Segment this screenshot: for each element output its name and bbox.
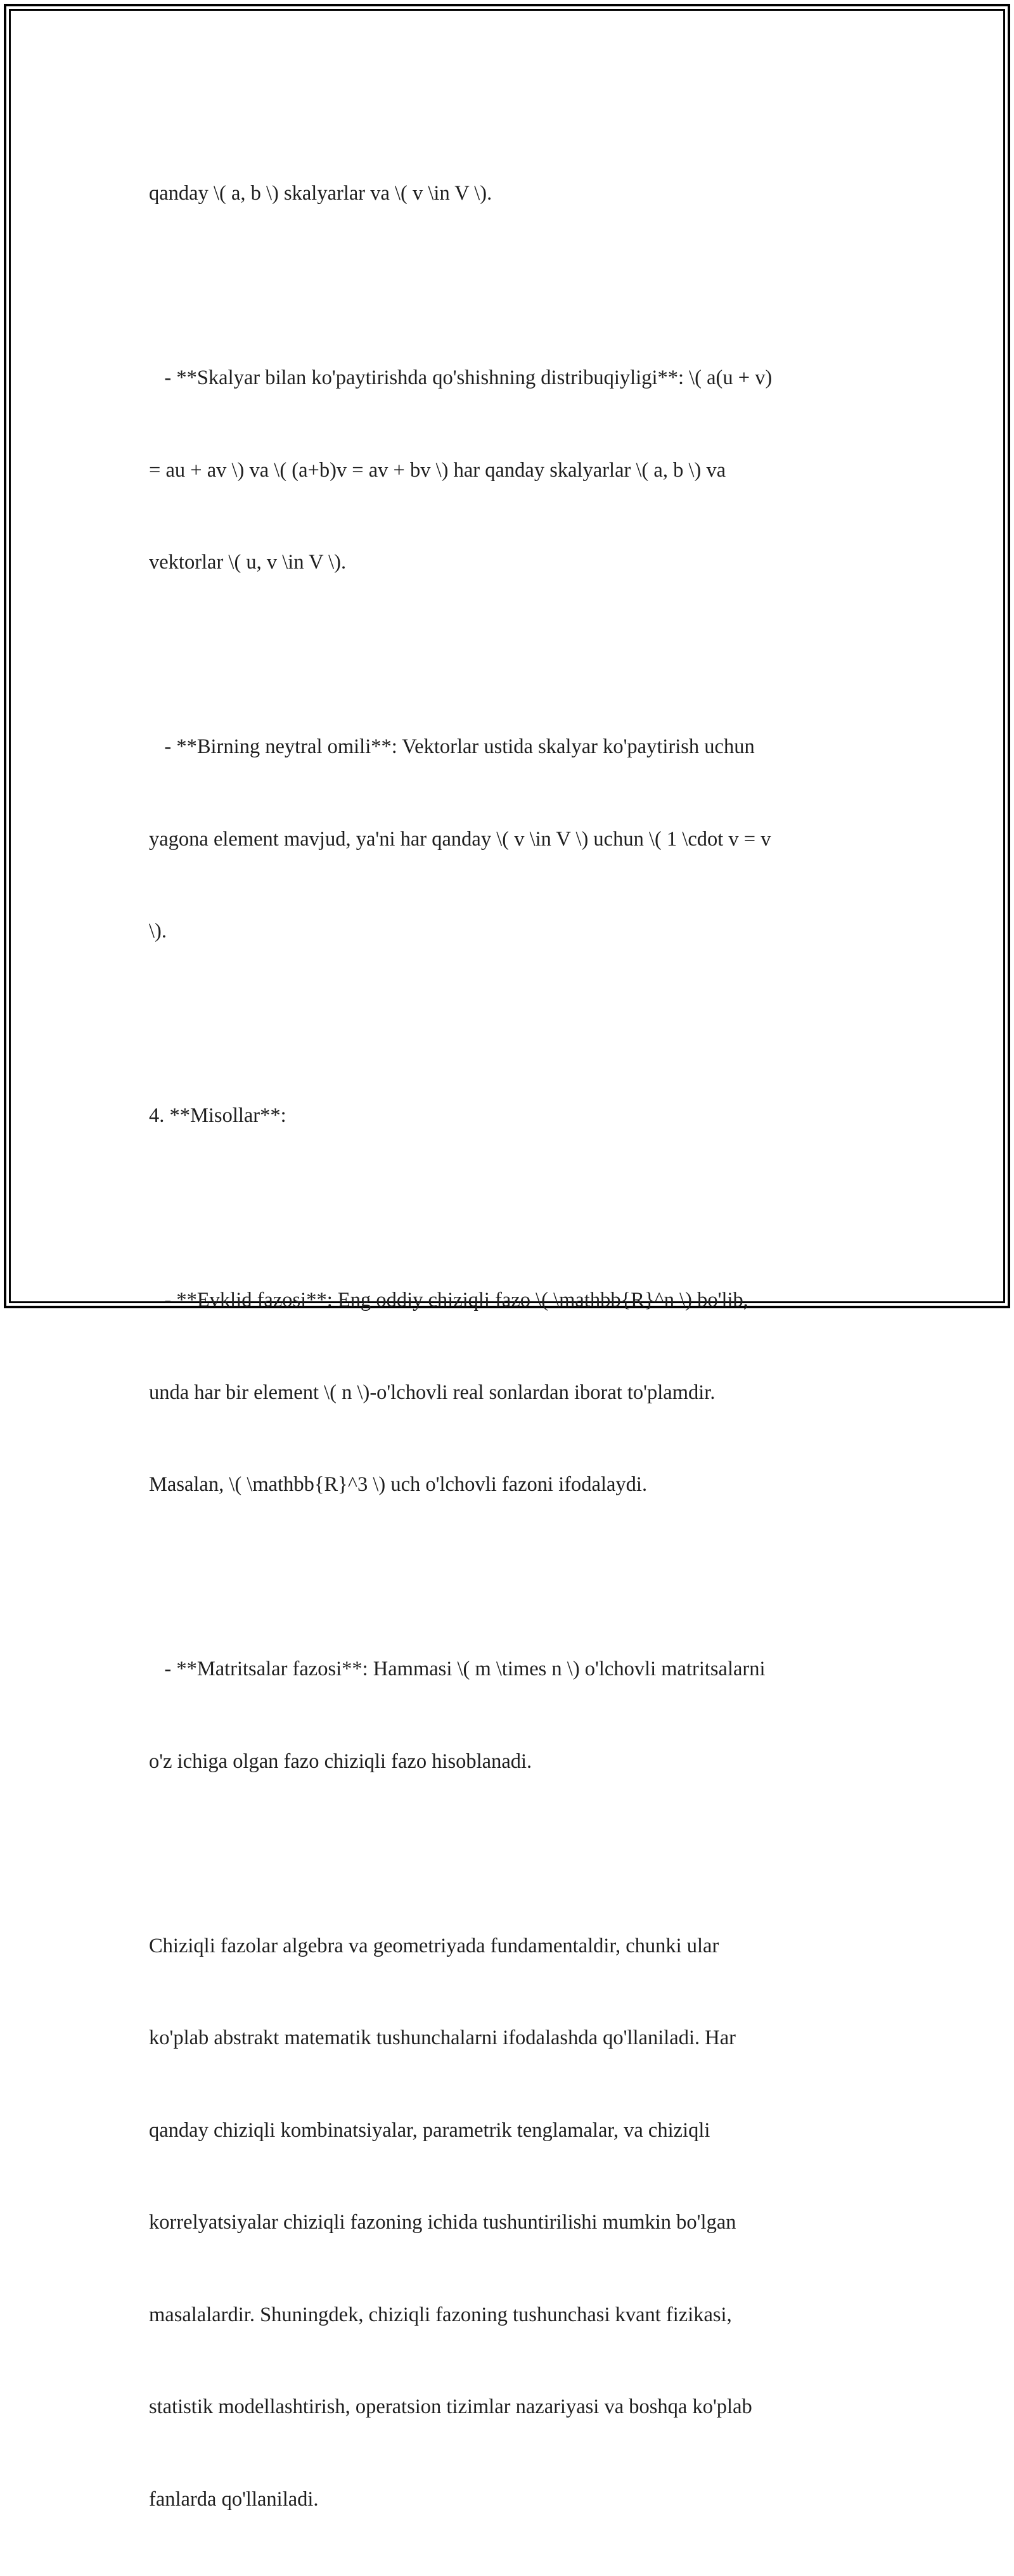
text-line: o'z ichiga olgan fazo chiziqli fazo hisoblanadi. (149, 1746, 868, 1777)
document-body (149, 117, 868, 2576)
text-line: = au + av \) va \( (a+b)v = av + bv \) har qanday skalyarlar \( a, b \) va (149, 455, 868, 486)
text-line: statistik modellashtirish, operatsion tizimlar nazariyasi va boshqa ko'plab (149, 2392, 868, 2423)
list-item-distributivity (149, 301, 868, 640)
list-item-matrix-space (149, 1592, 868, 1838)
text-line: \). (149, 916, 868, 947)
text-line: - **Birning neytral omili**: Vektorlar ustida skalyar ko'paytirish uchun (149, 731, 868, 763)
text-line: korrelyatsiyalar chiziqli fazoning ichida tushuntirilishi mumkin bo'lgan (149, 2207, 868, 2238)
text-line: ko'plab abstrakt matematik tushunchalarni ifodalashda qo'llaniladi. Har (149, 2023, 868, 2054)
text-line: fanlarda qo'llaniladi. (149, 2484, 868, 2515)
text-line: qanday \( a, b \) skalyarlar va \( v \in V \). (149, 178, 868, 209)
text-line: vektorlar \( u, v \in V \). (149, 547, 868, 578)
paragraph-continuation (149, 117, 868, 271)
section-heading-examples (149, 1039, 868, 1193)
paragraph-conclusion (149, 1869, 868, 2576)
text-line: - **Matritsalar fazosi**: Hammasi \( m \times n \) o'lchovli matritsalarni (149, 1654, 868, 1685)
list-item-euclid-space (149, 1223, 868, 1562)
text-line: unda har bir element \( n \)-o'lchovli real sonlardan iborat to'plamdir. (149, 1377, 868, 1408)
text-line: Masalan, \( \mathbb{R}^3 \) uch o'lchovli fazoni ifodalaydi. (149, 1469, 868, 1500)
text-line: 4. **Misollar**: (149, 1100, 868, 1131)
text-line: - **Evklid fazosi**: Eng oddiy chiziqli fazo \( \mathbb{R}^n \) bo'lib, (149, 1285, 868, 1316)
text-line: qanday chiziqli kombinatsiyalar, parametrik tenglamalar, va chiziqli (149, 2115, 868, 2146)
text-line: yagona element mavjud, ya'ni har qanday \( v \in V \) uchun \( 1 \cdot v = v (149, 824, 868, 855)
list-item-neutral-factor (149, 670, 868, 1008)
text-line: masalalardir. Shuningdek, chiziqli fazoning tushunchasi kvant fizikasi, (149, 2300, 868, 2331)
text-line: Chiziqli fazolar algebra va geometriyada fundamentaldir, chunki ular (149, 1931, 868, 1962)
text-line: - **Skalyar bilan ko'paytirishda qo'shishning distribuqiyligi**: \( a(u + v) (149, 363, 868, 394)
